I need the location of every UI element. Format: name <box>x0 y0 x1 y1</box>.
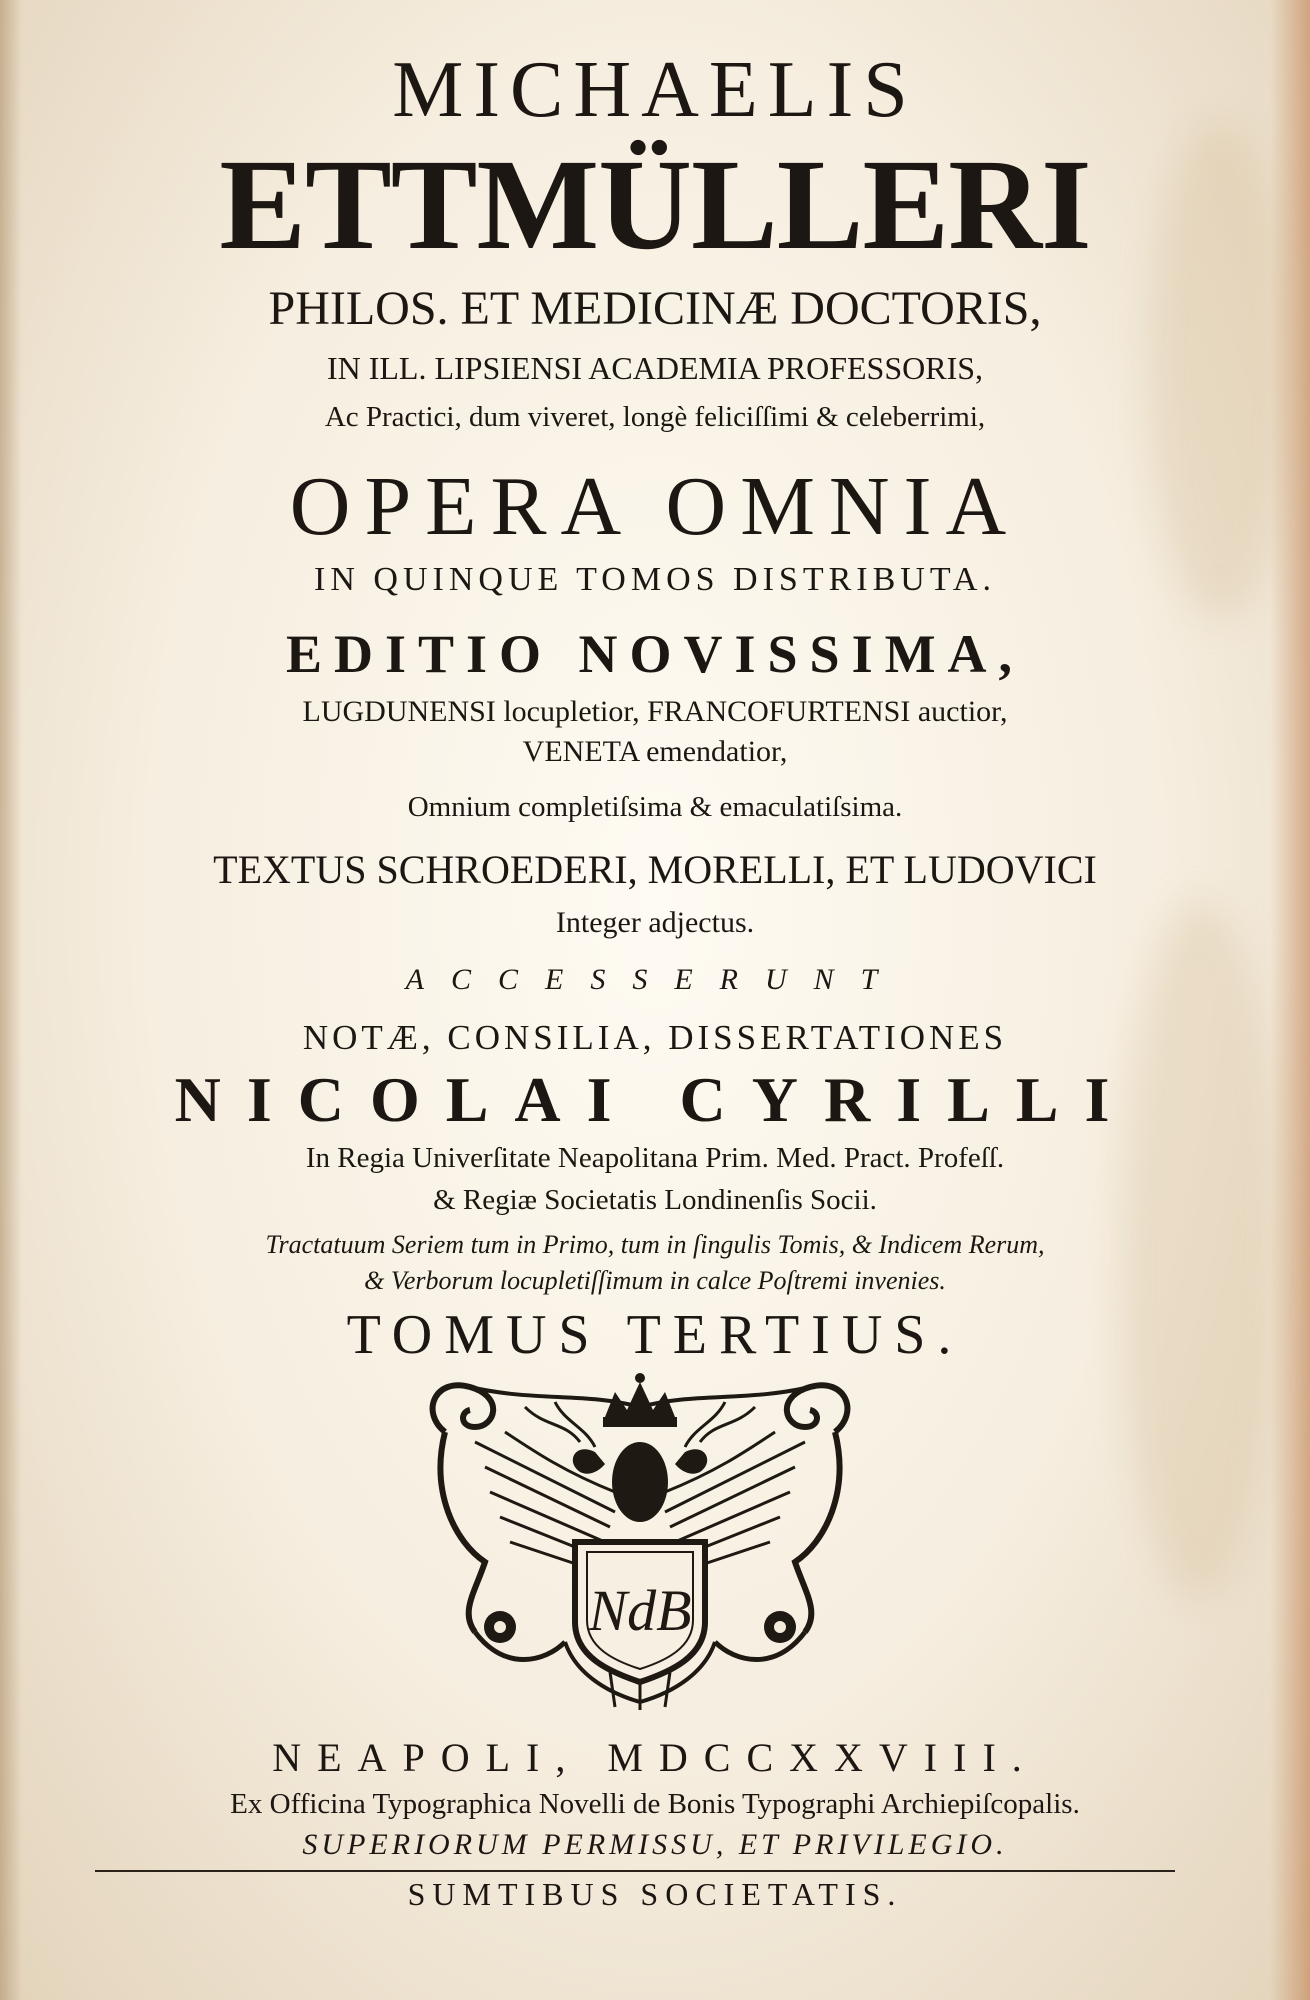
edition-note-2: VENETA emendatior, <box>522 735 788 768</box>
emblem-monogram: NdB <box>588 1578 692 1643</box>
printers-device-emblem <box>415 1372 865 1712</box>
texts-line: TEXTUS SCHROEDERI, MORELLI, ET LUDOVICI <box>213 847 1097 892</box>
author-position: IN ILL. LIPSIENSI ACADEMIA PROFESSORIS, <box>326 350 984 386</box>
author-praise: Ac Practici, dum viveret, longè feliciſſimi & celeberrimi, <box>324 401 986 433</box>
additions-line: NOTÆ, CONSILIA, DISSERTATIONES <box>302 1018 1008 1057</box>
accesserunt-line: ACCESSERUNT <box>405 963 905 996</box>
editor-role-1: In Regia Univerſitate Neapolitana Prim. Med. Pract. Profeſſ. <box>305 1142 1005 1174</box>
index-note-1: Tractatuum Seriem tum in Primo, tum in ſingulis Tomis, & Indicem Rerum, <box>265 1230 1045 1259</box>
author-degree: PHILOS. ET MEDICINÆ DOCTORIS, <box>268 282 1042 335</box>
index-note-2: & Verborum locupletiſſimum in calce Poſtremi invenies. <box>364 1266 946 1295</box>
distribution-line: IN QUINQUE TOMOS DISTRIBUTA. <box>314 561 996 598</box>
edition-note-3: Omnium completiſsima & emaculatiſsima. <box>407 791 903 823</box>
imprint-privilege: SUPERIORUM PERMISSU, ET PRIVILEGIO. <box>302 1828 1008 1861</box>
imprint-printer: Ex Officina Typographica Novelli de Bonis Typographi Archiepiſcopalis. <box>230 1788 1080 1820</box>
imprint-rule <box>95 1870 1175 1872</box>
texts-note: Integer adjectus. <box>555 906 755 939</box>
author-given-name: MICHAELIS <box>392 46 918 134</box>
author-family-name: ETTMÜLLERI <box>219 133 1091 277</box>
work-title: OPERA OMNIA <box>289 460 1021 553</box>
imprint-place-date: NEAPOLI, MDCCXXVIII. <box>272 1735 1038 1780</box>
editor-role-2: & Regiæ Societatis Londinenſis Socii. <box>433 1184 877 1216</box>
volume-heading: TOMUS TERTIUS. <box>346 1304 964 1366</box>
edition-heading: EDITIO NOVISSIMA, <box>285 624 1025 684</box>
imprint-expense: SUMTIBUS SOCIETATIS. <box>407 1876 903 1912</box>
editor-name: NICOLAI CYRILLI <box>174 1064 1136 1135</box>
edition-note-1: LUGDUNENSI locupletior, FRANCOFURTENSI auctior, <box>302 695 1008 728</box>
